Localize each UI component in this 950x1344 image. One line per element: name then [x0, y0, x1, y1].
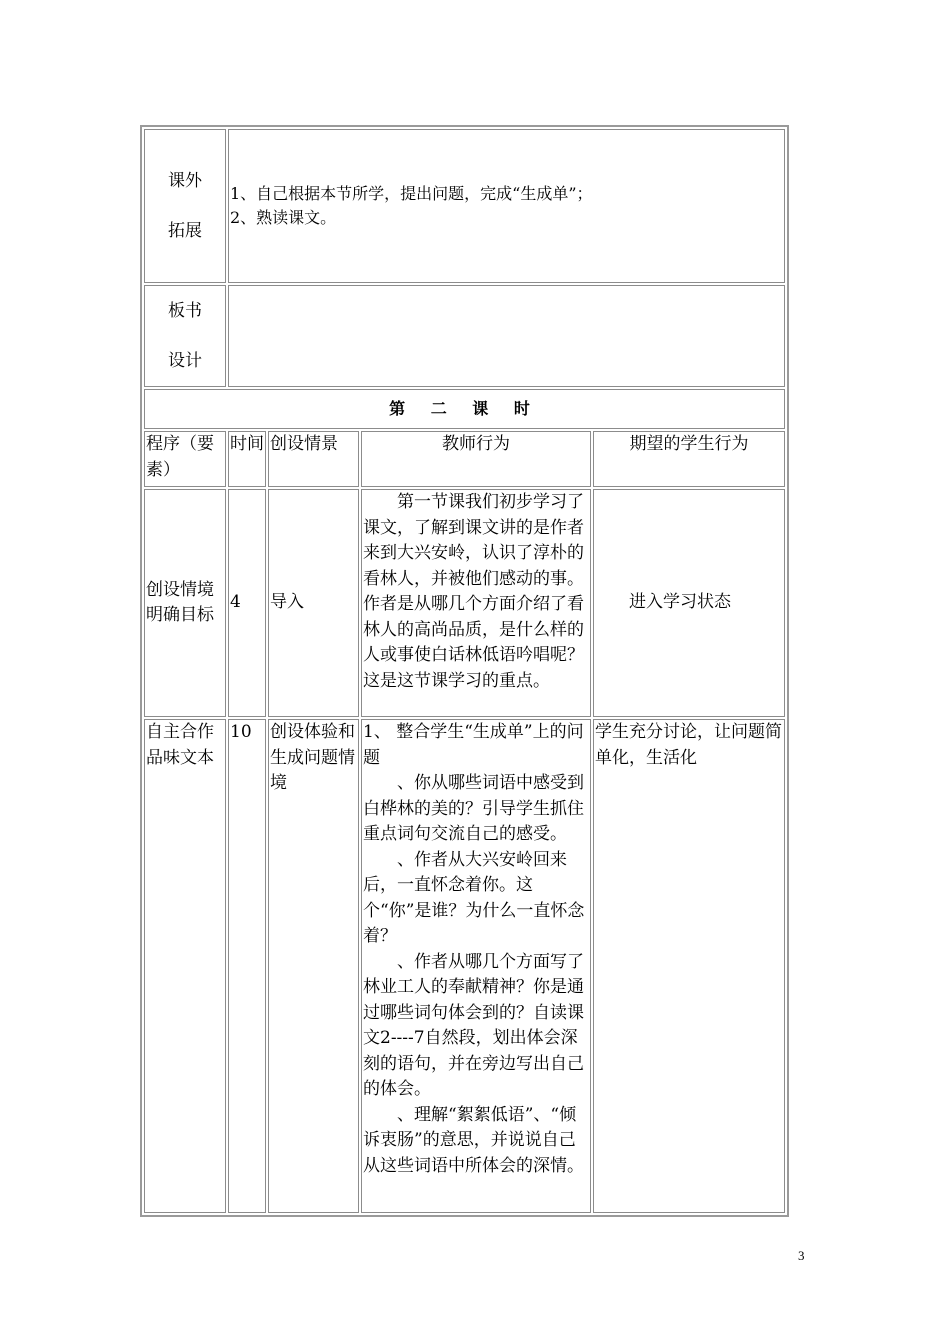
row2-student: 学生充分讨论，让问题简单化，生活化 [593, 719, 785, 1213]
board-row [144, 285, 785, 387]
board-label-line2: 设计 [168, 351, 202, 371]
board-content [228, 285, 785, 387]
table-header-row [144, 431, 785, 487]
header-teacher: 教师行为 [361, 431, 591, 487]
page-number: 3 [798, 1248, 805, 1263]
row2-scene: 创设体验和生成问题情境 [268, 719, 359, 1213]
section-title: 第 二 课 时 [144, 389, 785, 429]
row1-student: 进入学习状态 [593, 489, 785, 717]
table-row [144, 719, 785, 1213]
row2-teacher-heading: 1、 整合学生“生成单”上的问题 [363, 722, 584, 768]
board-label [144, 285, 226, 387]
row2-teacher-item-1: 、你从哪些词语中感受到白桦林的美的？引导学生抓住重点词句交流自己的感受。 [363, 773, 584, 844]
row1-procedure: 创设情境明确目标 [144, 489, 226, 717]
board-label-line1: 板书 [168, 301, 202, 321]
row2-teacher-item-3: 、作者从哪几个方面写了林业工人的奉献精神？你是通过哪些词句体会到的？自读课文2----7自然段，划出体会深刻的语句，并在旁边写出自己的体会。 [363, 951, 584, 1099]
row2-teacher-item-2: 、作者从大兴安岭回来后，一直怀念着你。这个“你”是谁？为什么一直怀念着？ [363, 849, 585, 946]
extension-row [144, 129, 785, 283]
lesson-plan-table [140, 125, 789, 1217]
extension-item-1: 1、自己根据本节所学，提出问题，完成“生成单”； [230, 184, 593, 203]
row1-teacher: 第一节课我们初步学习了课文，了解到课文讲的是作者来到大兴安岭，认识了淳朴的看林人，并被他们感动的事。作者是从哪几个方面介绍了看林人的高尚品质，是什么样的人或事使白话林低语吟唱呢？这是这节课学习的重点。 [361, 489, 591, 717]
header-time: 时间 [228, 431, 266, 487]
header-procedure: 程序（要素） [144, 431, 226, 487]
table-row [144, 489, 785, 717]
row1-scene: 导入 [268, 489, 359, 717]
row2-time: 10 [228, 719, 266, 1213]
extension-item-2: 2、熟读课文。 [230, 208, 337, 227]
extension-label-line1: 课外 [168, 171, 202, 191]
extension-content [228, 129, 785, 283]
header-student: 期望的学生行为 [593, 431, 785, 487]
row2-teacher [361, 719, 591, 1213]
row2-teacher-item-4: 、理解“絮絮低语”、“倾诉衷肠”的意思，并说说自己从这些词语中所体会的深情。 [363, 1104, 584, 1176]
row2-procedure: 自主合作品味文本 [144, 719, 226, 1213]
header-scene: 创设情景 [268, 431, 359, 487]
section-title-row [144, 389, 785, 429]
extension-label-line2: 拓展 [168, 221, 202, 241]
extension-label [144, 129, 226, 283]
row1-time: 4 [228, 489, 266, 717]
